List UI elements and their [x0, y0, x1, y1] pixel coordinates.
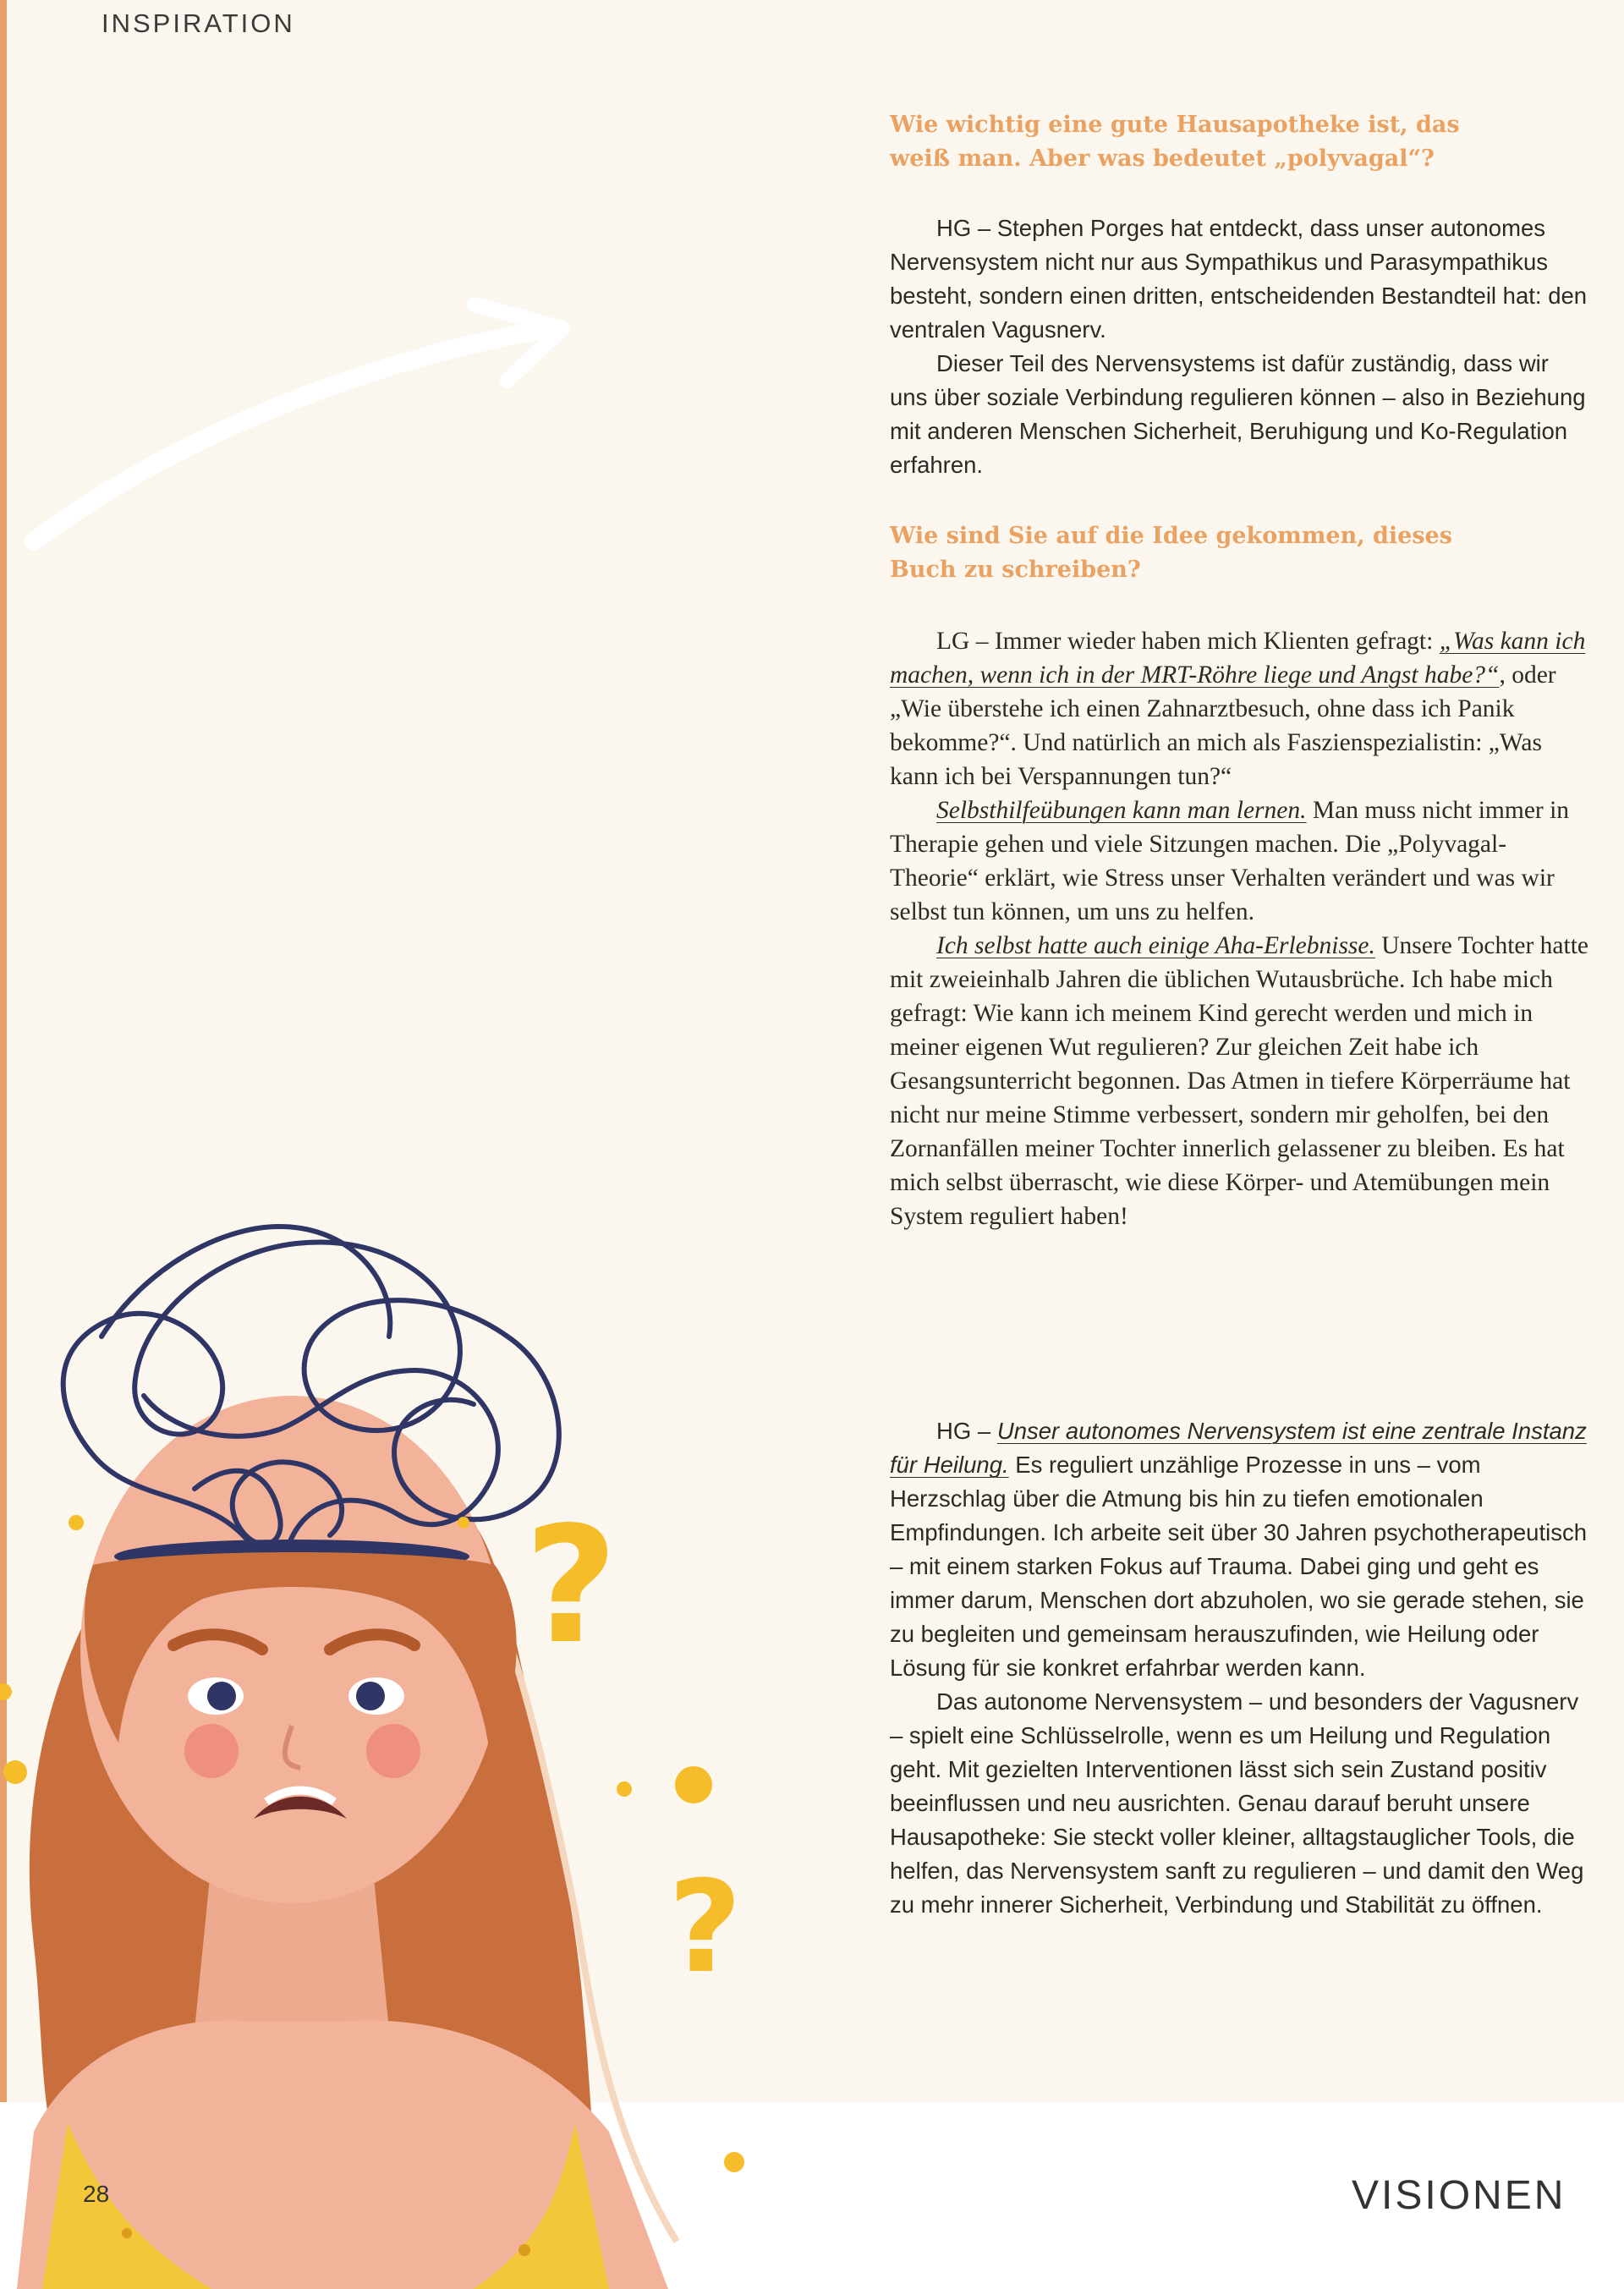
page-number: 28 [83, 2181, 110, 2207]
right-cheek [366, 1724, 420, 1778]
question-2 [890, 519, 1592, 587]
answer-paragraph: HG – Stephen Porges hat entdeckt, dass unser autonomes Nervensystem nicht nur aus Sympathikus und Parasympathikus besteht, sondern einen dritten, entscheidenden Bestandteil hat: den ventralen Vagusnerv. [890, 215, 1588, 343]
brand-logo: VISIONEN [1352, 2173, 1566, 2218]
accent-dot [617, 1781, 632, 1797]
answer-paragraph: Ich selbst hatte auch einige Aha-Erlebnisse. Unsere Tochter hatte mit zweieinhalb Jahren die üblichen Wutausbrüche. Ich habe mich gefragt: Wie kann ich meinem Kind gerecht werden und mich in meiner eigenen Wut regulieren? Zur gleichen Zeit habe ich Gesangsunterricht begonnen. Das Atmen in tiefere Körperräume hat nicht nur meine Stimme verbessert, sondern mir geholfen, bei den Zornanfällen meiner Tochter innerlich gelassener zu bleiben. Es hat mich selbst überrascht, wie diese Körper- und Atemübungen mein System reguliert haben! [890, 932, 1589, 1230]
accent-dot [675, 1766, 712, 1803]
emphasis: Ich selbst hatte auch einige Aha-Erlebnisse. [936, 932, 1375, 959]
answer-2 [890, 624, 1592, 1233]
answer-paragraph: Dieser Teil des Nervensystems ist dafür zuständig, dass wir uns über soziale Verbindung regulieren können – also in Beziehung mit anderen Menschen Sicherheit, Beruhigung und Ko-Regulation erfahren. [890, 350, 1586, 478]
answer-1 [890, 211, 1592, 482]
accent-dot [69, 1515, 84, 1530]
answer-paragraph: Selbsthilfeübungen kann man lernen. Man muss nicht immer in Therapie gehen und viele Sitzungen machen. Die „Polyvagal-Theorie“ erklärt, wie Stress unser Verhalten verändert und was wir selbst tun können, um uns zu helfen. [890, 797, 1570, 925]
shirt-dot [122, 2228, 132, 2238]
answer-3 [890, 1414, 1592, 1922]
accent-dot [0, 1683, 12, 1700]
accent-dot [3, 1760, 27, 1784]
accent-dot [458, 1517, 469, 1529]
arrow-swoosh [34, 330, 541, 541]
emphasis: „Was kann ich machen, wenn ich in der MRT-Röhre liege und Angst habe?“ [890, 628, 1586, 689]
answer-paragraph: LG – Immer wieder haben mich Klienten gefragt: „Was kann ich machen, wenn ich in der MRT-Röhre liege und Angst habe?“, oder „Wie überstehe ich einen Zahnarztbesuch, ohne dass ich Panik bekomme?“. Und natürlich an mich als Faszienspezialistin: „Was kann ich bei Verspannungen tun?“ [890, 628, 1586, 790]
answer-paragraph: Das autonome Nervensystem – und besonders der Vagusnerv – spielt eine Schlüsselrolle, wenn es um Heilung und Regulation geht. Mit gezielten Interventionen lässt sich sein Zustand positiv beeinflussen und neu ausrichten. Genau darauf beruht unsere Hausapotheke: Sie steckt voller kleiner, alltagstauglicher Tools, die helfen, das Nervensystem sanft zu regulieren – und damit den Weg zu mehr innerer Sicherheit, Verbindung und Stabilität zu öffnen. [890, 1688, 1584, 1918]
section-label: INSPIRATION [102, 8, 295, 38]
shirt-dot [518, 2244, 530, 2256]
question-1 [890, 108, 1592, 176]
emphasis: Selbsthilfeübungen kann man lernen. [936, 797, 1307, 824]
accent-dot [724, 2152, 744, 2172]
emphasis: Unser autonomes Nervensystem ist eine zentrale Instanz für Heilung. [890, 1418, 1587, 1478]
question-mark: ? [668, 1854, 743, 2001]
answer-paragraph: HG – Unser autonomes Nervensystem ist eine zentrale Instanz für Heilung. Es reguliert unzählige Prozesse in uns – vom Herzschlag über die Atmung bis hin zu tiefen emotionalen Empfindungen. Ich arbeite seit über 30 Jahren psychotherapeutisch – mit einem starken Fokus auf Trauma. Dabei ging und geht es immer darum, Menschen dort abzuholen, wo sie gerade stehen, sie zu begleiten und gemeinsam herauszufinden, wie Heilung oder Lösung für sie konkret erfahrbar werden kann. [890, 1418, 1587, 1681]
question-polyvagal: Wie wichtig eine gute Hausapotheke ist, das weiß man. Aber was bedeutet „polyvagal“? [890, 112, 1460, 172]
question-book-idea: Wie sind Sie auf die Idee gekommen, dieses Buch zu schreiben? [890, 523, 1452, 583]
question-mark: ? [524, 1492, 618, 1679]
left-cheek [184, 1724, 239, 1778]
